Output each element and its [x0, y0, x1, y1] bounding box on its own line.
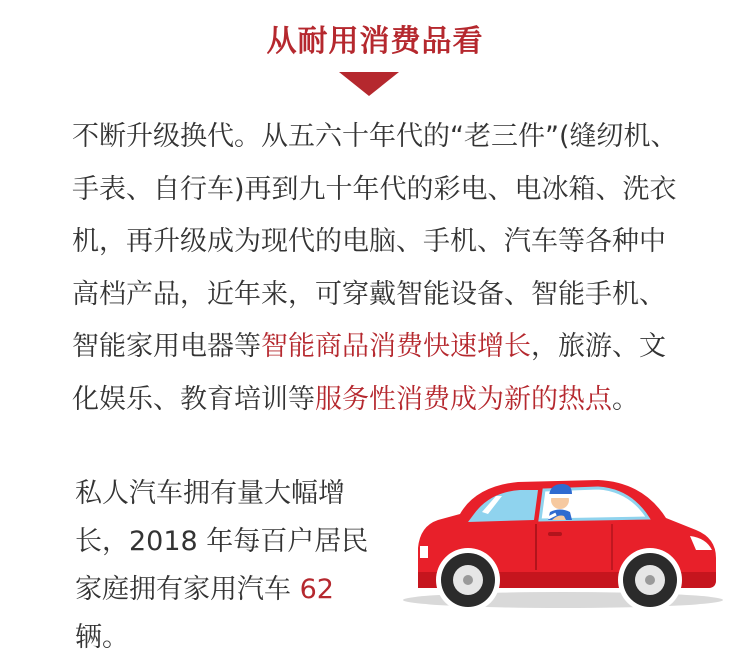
section-heading: 从耐用消费品看	[266, 24, 484, 59]
down-arrow-icon	[339, 72, 399, 96]
paragraph-text: ，旅游、文化娱乐、教育培训等	[72, 331, 666, 415]
car-ownership-paragraph	[75, 470, 395, 662]
highlight-car-count: 62	[299, 574, 334, 605]
highlight-smart-goods: 智能商品消费快速增长	[261, 331, 531, 363]
paragraph-text: 不断升级换代。从五六十年代的“老三件”(缝纫机、手表、自行车)再到九十年代的彩电、电冰箱、洗衣机，再升级成为现代的电脑、手机、汽车等各种中高档产品，近年来，可穿戴智能设备、智能手机、智能家用电器等	[72, 121, 678, 363]
paragraph-text: 辆。	[75, 622, 129, 653]
paragraph-text: 。	[612, 383, 639, 415]
highlight-service-consumption: 服务性消费成为新的热点	[315, 383, 612, 415]
car-with-driver-icon	[398, 468, 728, 618]
paragraph-text: 私人汽车拥有量大幅增长，2018 年每百户居民家庭拥有家用汽车	[75, 478, 369, 605]
consumer-durables-paragraph	[72, 111, 692, 427]
